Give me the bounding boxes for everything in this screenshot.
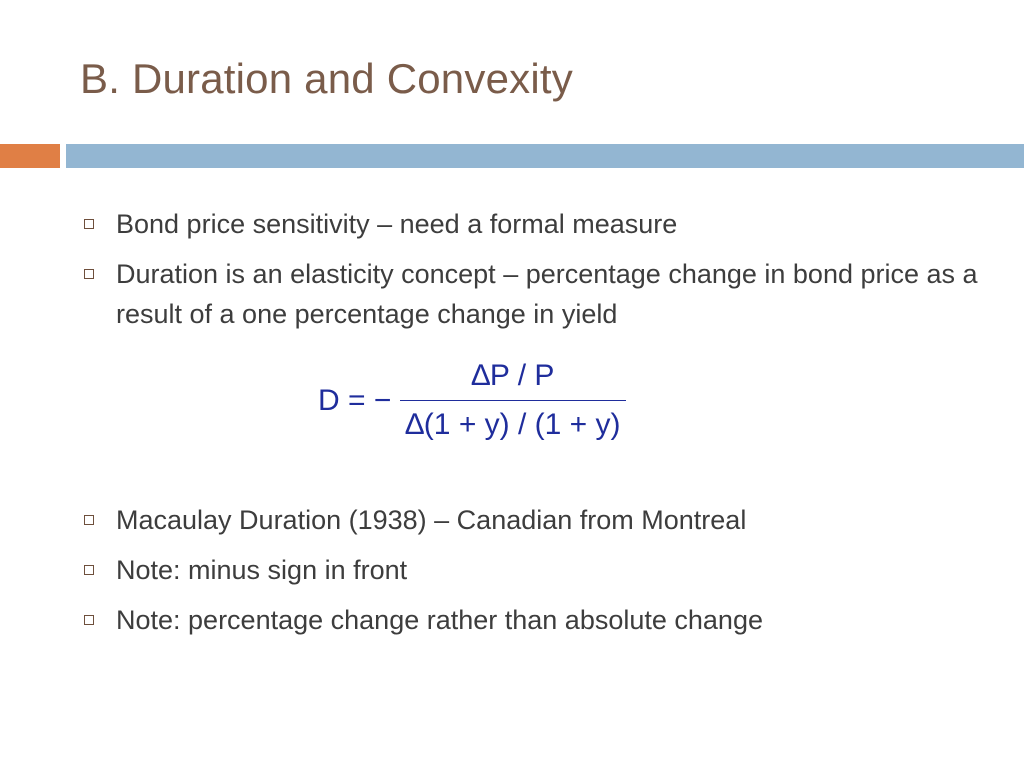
hollow-square-bullet-icon — [84, 219, 94, 229]
bullet-list-top — [82, 204, 982, 344]
bullet-text: Bond price sensitivity – need a formal measure — [116, 209, 678, 239]
accent-bar-blue — [66, 144, 1024, 168]
formula-numerator: ∆P / P — [471, 359, 555, 392]
duration-formula — [318, 356, 638, 456]
hollow-square-bullet-icon — [84, 269, 94, 279]
bullet-text: Note: minus sign in front — [116, 555, 408, 585]
list-item — [82, 204, 982, 244]
bullet-text: Note: percentage change rather than absolute change — [116, 605, 763, 635]
hollow-square-bullet-icon — [84, 515, 94, 525]
bullet-list-bottom — [82, 500, 982, 650]
list-item — [82, 600, 982, 640]
bullet-text: Macaulay Duration (1938) – Canadian from Montreal — [116, 505, 747, 535]
list-item — [82, 254, 982, 334]
hollow-square-bullet-icon — [84, 565, 94, 575]
formula-fraction — [400, 356, 626, 445]
slide-title: B. Duration and Convexity — [80, 55, 573, 102]
formula-lhs: D = − — [318, 384, 392, 417]
list-item — [82, 500, 982, 540]
fraction-bar — [400, 400, 626, 401]
formula-denominator: ∆(1 + y) / (1 + y) — [405, 408, 621, 441]
hollow-square-bullet-icon — [84, 615, 94, 625]
bullet-text: Duration is an elasticity concept – percentage change in bond price as a result of a one percentage change in yield — [116, 259, 978, 329]
list-item — [82, 550, 982, 590]
accent-bar-orange — [0, 144, 60, 168]
